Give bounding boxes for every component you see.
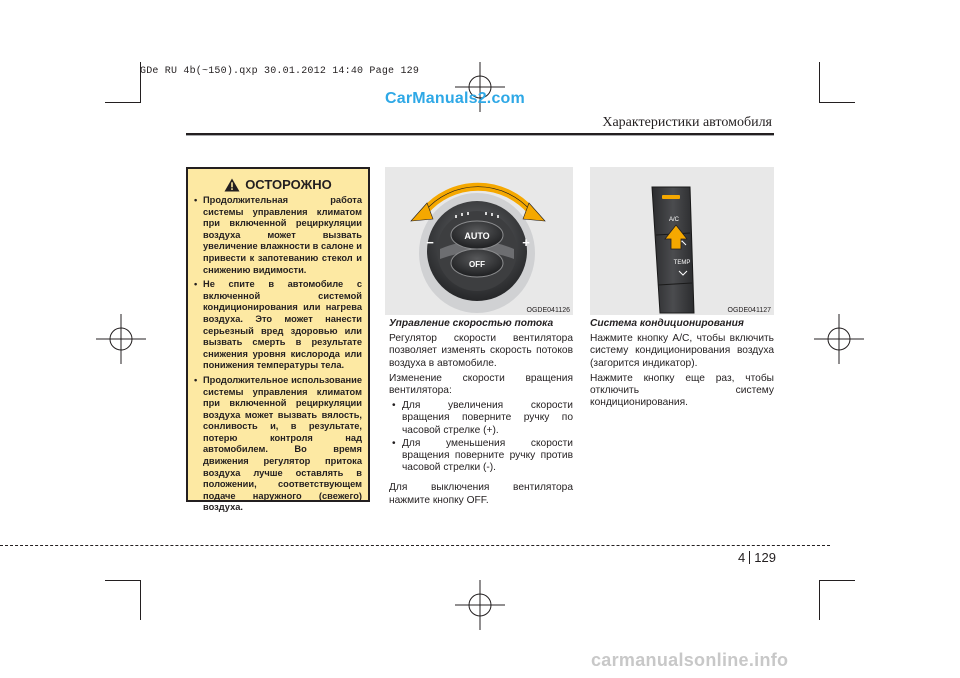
- registration-mark-bottom: [455, 580, 505, 630]
- figure-code: OGDE041126: [526, 307, 570, 314]
- list-item: • Для уменьшения скорости вращения поверните ручку против часовой стрелки (-).: [389, 438, 573, 475]
- registration-mark-left: [96, 314, 146, 364]
- crop-mark: [105, 580, 141, 581]
- warning-box: [186, 167, 370, 513]
- crop-mark: [819, 580, 820, 620]
- crop-mark: [105, 102, 141, 103]
- warning-item: • Продолжительное использование системы управления климатом при включенной рециркуляции воздуха может вызвать вялость, сонливость и, в результате, потерю контроля над автомобилем. Во время движения регулятор притока воздуха лучше оставлять в положении, соответствующем подаче наружного (свежего) воздуха.: [194, 375, 362, 514]
- paragraph: Нажмите кнопку еще раз, чтобы отключить систему кондиционирования.: [590, 372, 774, 409]
- warning-triangle-icon: [224, 178, 240, 192]
- paragraph: Для выключения вентилятора нажмите кнопку OFF.: [389, 482, 573, 506]
- warning-list: [194, 195, 362, 514]
- paragraph: Изменение скорости вращения вентилятора:: [389, 372, 573, 397]
- warning-title: ОСТОРОЖНО: [245, 177, 332, 192]
- crop-mark: [819, 62, 820, 102]
- minus-label: −: [426, 235, 434, 250]
- warning-header: [194, 177, 362, 192]
- auto-button-label: AUTO: [464, 231, 490, 241]
- fan-speed-section: [389, 318, 573, 510]
- figure-ac-button: [590, 167, 774, 315]
- ac-section: [590, 318, 774, 412]
- figure-fan-knob: [385, 167, 573, 315]
- chapter-number: 4: [738, 550, 746, 565]
- temp-label: TEMP: [673, 260, 691, 266]
- paragraph: Регулятор скорости вентилятора позволяет изменять скорость потоков воздуха в автомобиле.: [389, 333, 573, 369]
- print-slug-line: GDe RU 4b(~150).qxp 30.01.2012 14:40 Page 129: [140, 66, 420, 77]
- page-number-value: 129: [754, 550, 776, 565]
- footer-dashed-rule: [0, 545, 830, 546]
- figure-code: OGDE041127: [727, 307, 771, 314]
- title-rule-shadow: [186, 135, 774, 136]
- section-heading: Система кондиционирования: [590, 318, 744, 329]
- warning-item: • Продолжительная работа системы управления климатом при включенной рециркуляции воздуха может вызвать увеличение влажности в салоне и привести к запотеванию стекол и снижению видимости.: [194, 195, 362, 276]
- ac-panel-illustration: [590, 167, 774, 315]
- paragraph: Нажмите кнопку A/C, чтобы включить систему кондиционирования воздуха (загорится индикатор).: [590, 333, 774, 369]
- watermark-top: CarManuals2.com: [385, 90, 525, 107]
- list-item: • Для увеличения скорости вращения поверните ручку по часовой стрелке (+).: [389, 400, 573, 437]
- crop-mark: [819, 580, 855, 581]
- page-number-separator: [749, 551, 750, 564]
- crop-mark: [140, 580, 141, 620]
- ac-button-label: A/C: [668, 217, 680, 223]
- page-number: [738, 550, 776, 565]
- crop-mark: [819, 102, 855, 103]
- warning-item: • Не спите в автомобиле с включенной системой кондиционирования или нагрева воздуха. Это может нанести серьезный вред здоровью или вызвать смерть в результате снижения уровня кислорода или понижения температуры тела.: [194, 279, 362, 372]
- bullet-list: [389, 400, 573, 474]
- off-button-label: OFF: [469, 260, 485, 269]
- registration-mark-right: [814, 314, 864, 364]
- section-title: Характеристики автомобиля: [602, 115, 772, 130]
- plus-label: +: [522, 235, 530, 250]
- watermark-bottom: carmanualsonline.info: [591, 650, 789, 670]
- section-heading: Управление скоростью потока: [389, 318, 554, 329]
- fan-knob-illustration: [385, 167, 573, 315]
